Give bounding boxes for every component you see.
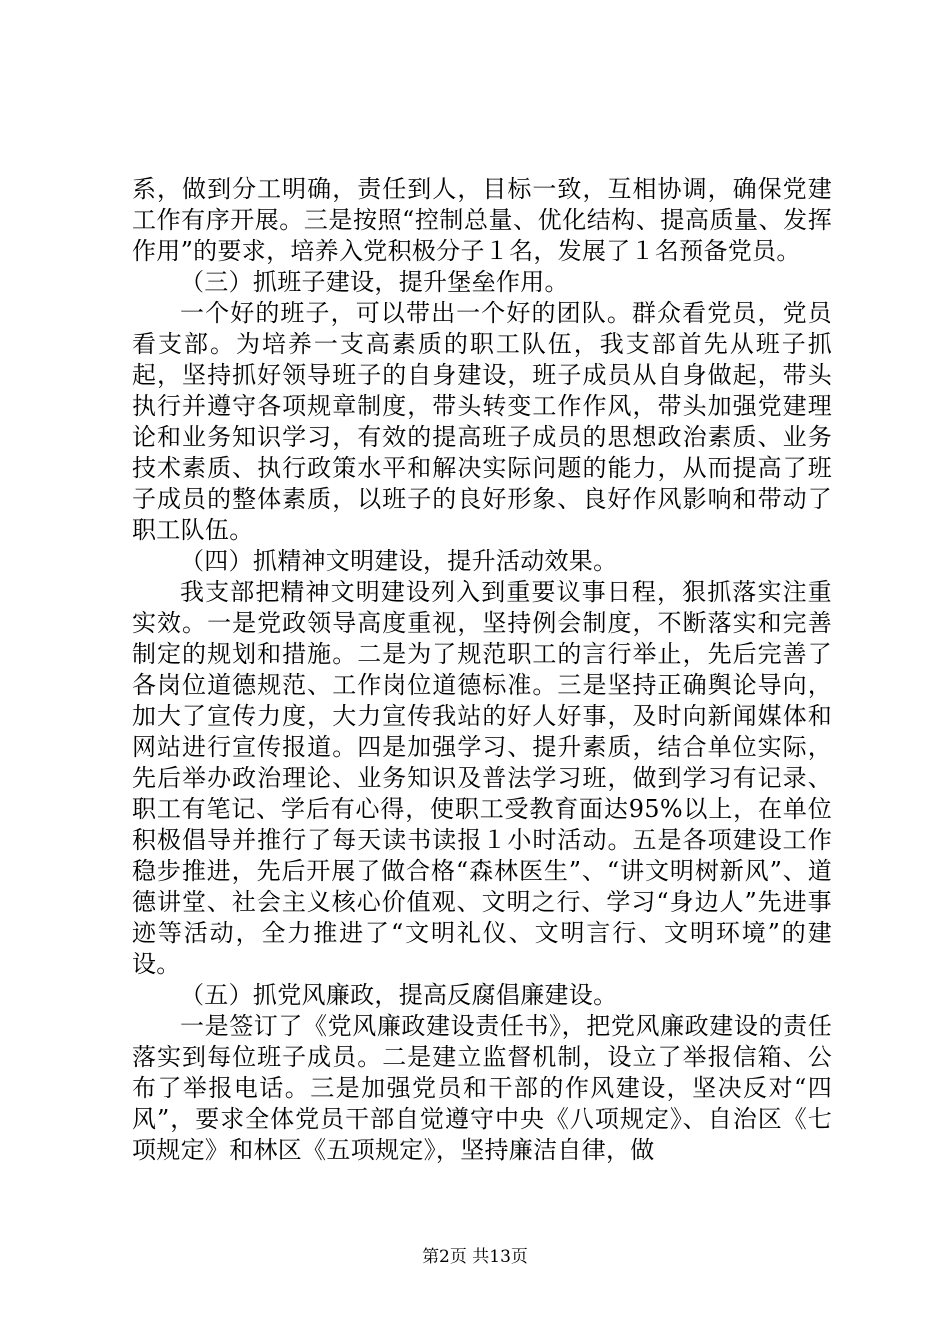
paragraph-integrity: 一是签订了《党风廉政建设责任书》，把党风廉政建设的责任落实到每位班子成员。二是建立监督机制，设立了举报信箱、公布了举报电话。三是加强党员和干部的作风建设，坚决反对“四风”，要求全体党员干部自觉遵守中央《八项规定》、自治区《七项规定》和林区《五项规定》，坚持廉洁自律，做: [132, 1012, 832, 1164]
paragraph-spiritual-civilization: 我支部把精神文明建设列入到重要议事日程，狠抓落实注重实效。一是党政领导高度重视，坚持例会制度，不断落实和完善制定的规划和措施。二是为了规范职工的言行举止，先后完善了各岗位道德规范、工作岗位道德标准。三是坚持正确舆论导向，加大了宣传力度，大力宣传我站的好人好事，及时向新闻媒体和网站进行宣传报道。四是加强学习、提升素质，结合单位实际，先后举办政治理论、业务知识及普法学习班，做到学习有记录、职工有笔记、学后有心得，使职工受教育面达95%以上，在单位积极倡导并推行了每天读书读报１小时活动。五是各项建设工作稳步推进，先后开展了做合格“森林医生”、“讲文明树新风”、道德讲堂、社会主义核心价值观、文明之行、学习“身边人”先进事迹等活动，全力推进了“文明礼仪、文明言行、文明环境”的建设。: [132, 578, 832, 978]
section-heading-5: （五）抓党风廉政，提高反腐倡廉建设。: [180, 981, 618, 1009]
section-heading-3: （三）抓班子建设，提升堡垒作用。: [180, 268, 569, 296]
paragraph-team-building: 一个好的班子，可以带出一个好的团队。群众看党员，党员看支部。为培养一支高素质的职工队伍，我支部首先从班子抓起，坚持抓好领导班子的自身建设，班子成员从自身做起，带头执行并遵守各项规章制度，带头转变工作作风，带头加强党建理论和业务知识学习，有效的提高班子成员的思想政治素质、业务技术素质、执行政策水平和解决实际问题的能力，从而提高了班子成员的整体素质，以班子的良好形象、良好作风影响和带动了职工队伍。: [132, 299, 832, 544]
section-heading-4: （四）抓精神文明建设，提升活动效果。: [180, 547, 618, 575]
page-number-footer: 第2页 共13页: [422, 1247, 528, 1267]
paragraph-continued: 系，做到分工明确，责任到人，目标一致，互相协调，确保党建工作有序开展。三是按照“控制总量、优化结构、提高质量、发挥作用”的要求，培养入党积极分子１名，发展了１名预备党员。: [132, 175, 832, 265]
document-body: [132, 174, 832, 1166]
